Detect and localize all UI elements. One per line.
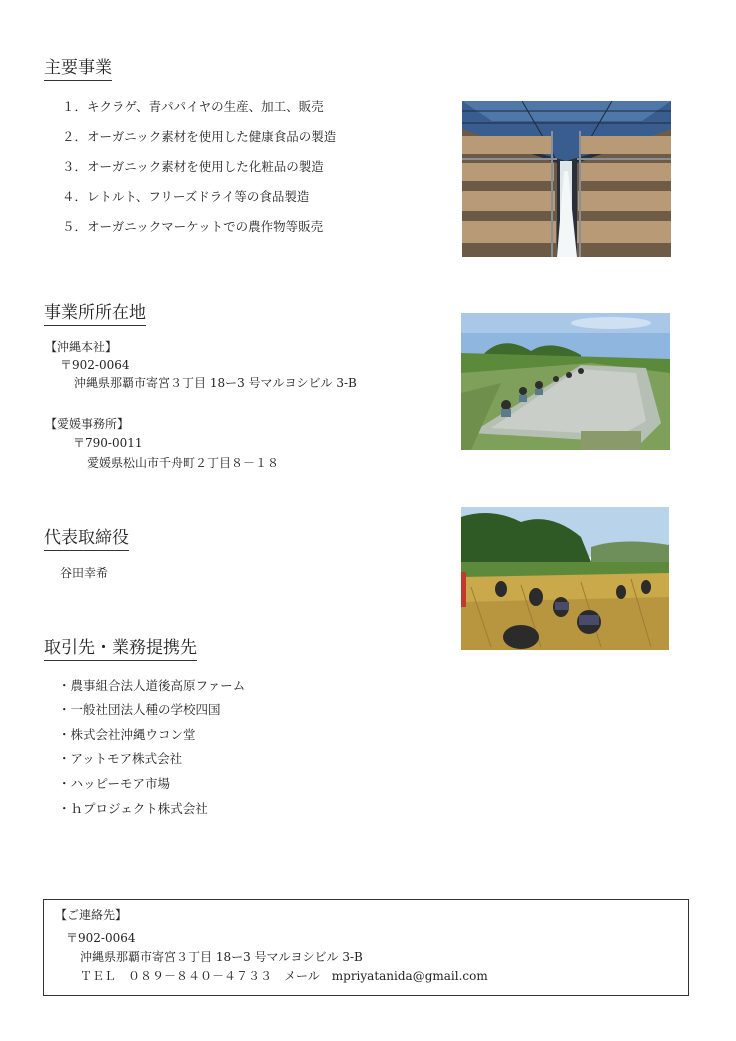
business-item-5: ５．オーガニックマーケットでの農作物等販売 xyxy=(62,219,324,234)
representative-heading: 代表取締役 xyxy=(44,527,129,551)
business-item-4: ４．レトルト、フリーズドライ等の食品製造 xyxy=(62,189,310,204)
representative-name: 谷田幸希 xyxy=(60,566,109,580)
business-item-3: ３．オーガニック素材を使用した化粧品の製造 xyxy=(62,159,324,174)
contact-address: 沖縄県那覇市寄宮３丁目 18ー3 号マルヨシビル 3-B xyxy=(80,950,363,964)
partners-heading: 取引先・業務提携先 xyxy=(44,637,197,661)
offices-heading: 事業所所在地 xyxy=(44,302,146,326)
business-item-2: ２．オーガニック素材を使用した健康食品の製造 xyxy=(62,129,337,144)
partner-item-3: ・株式会社沖縄ウコン堂 xyxy=(58,727,196,742)
greenhouse-photo xyxy=(462,101,671,257)
contact-tel-email: ＴＥＬ ０８９－８４０－４７３３ メール mpriyatanida@gmail.com xyxy=(80,969,488,983)
partner-item-1: ・農事組合法人道後高原ファーム xyxy=(58,678,246,693)
contact-label: 【ご連絡先】 xyxy=(55,908,128,922)
okinawa-office-label: 【沖縄本社】 xyxy=(45,340,118,354)
rice-planting-photo xyxy=(461,313,670,450)
ehime-address: 愛媛県松山市千舟町２丁目８－１８ xyxy=(87,456,280,470)
ehime-office-label: 【愛媛事務所】 xyxy=(45,417,130,431)
contact-postal: 〒902-0064 xyxy=(66,931,136,945)
contact-box xyxy=(43,899,689,996)
business-item-1: １．キクラゲ、青パパイヤの生産、加工、販売 xyxy=(62,99,324,114)
rice-harvest-photo xyxy=(461,507,669,650)
partner-item-4: ・アットモア株式会社 xyxy=(58,751,183,766)
main-business-heading: 主要事業 xyxy=(44,57,112,81)
okinawa-postal: 〒902-0064 xyxy=(60,358,130,372)
partner-item-5: ・ハッピーモア市場 xyxy=(58,776,171,791)
partner-item-6: ・ｈプロジェクト株式会社 xyxy=(58,801,208,816)
ehime-postal: 〒790-0011 xyxy=(73,436,143,450)
okinawa-address: 沖縄県那覇市寄宮３丁目 18ー3 号マルヨシビル 3-B xyxy=(74,376,357,390)
partner-item-2: ・一般社団法人種の学校四国 xyxy=(58,702,221,717)
